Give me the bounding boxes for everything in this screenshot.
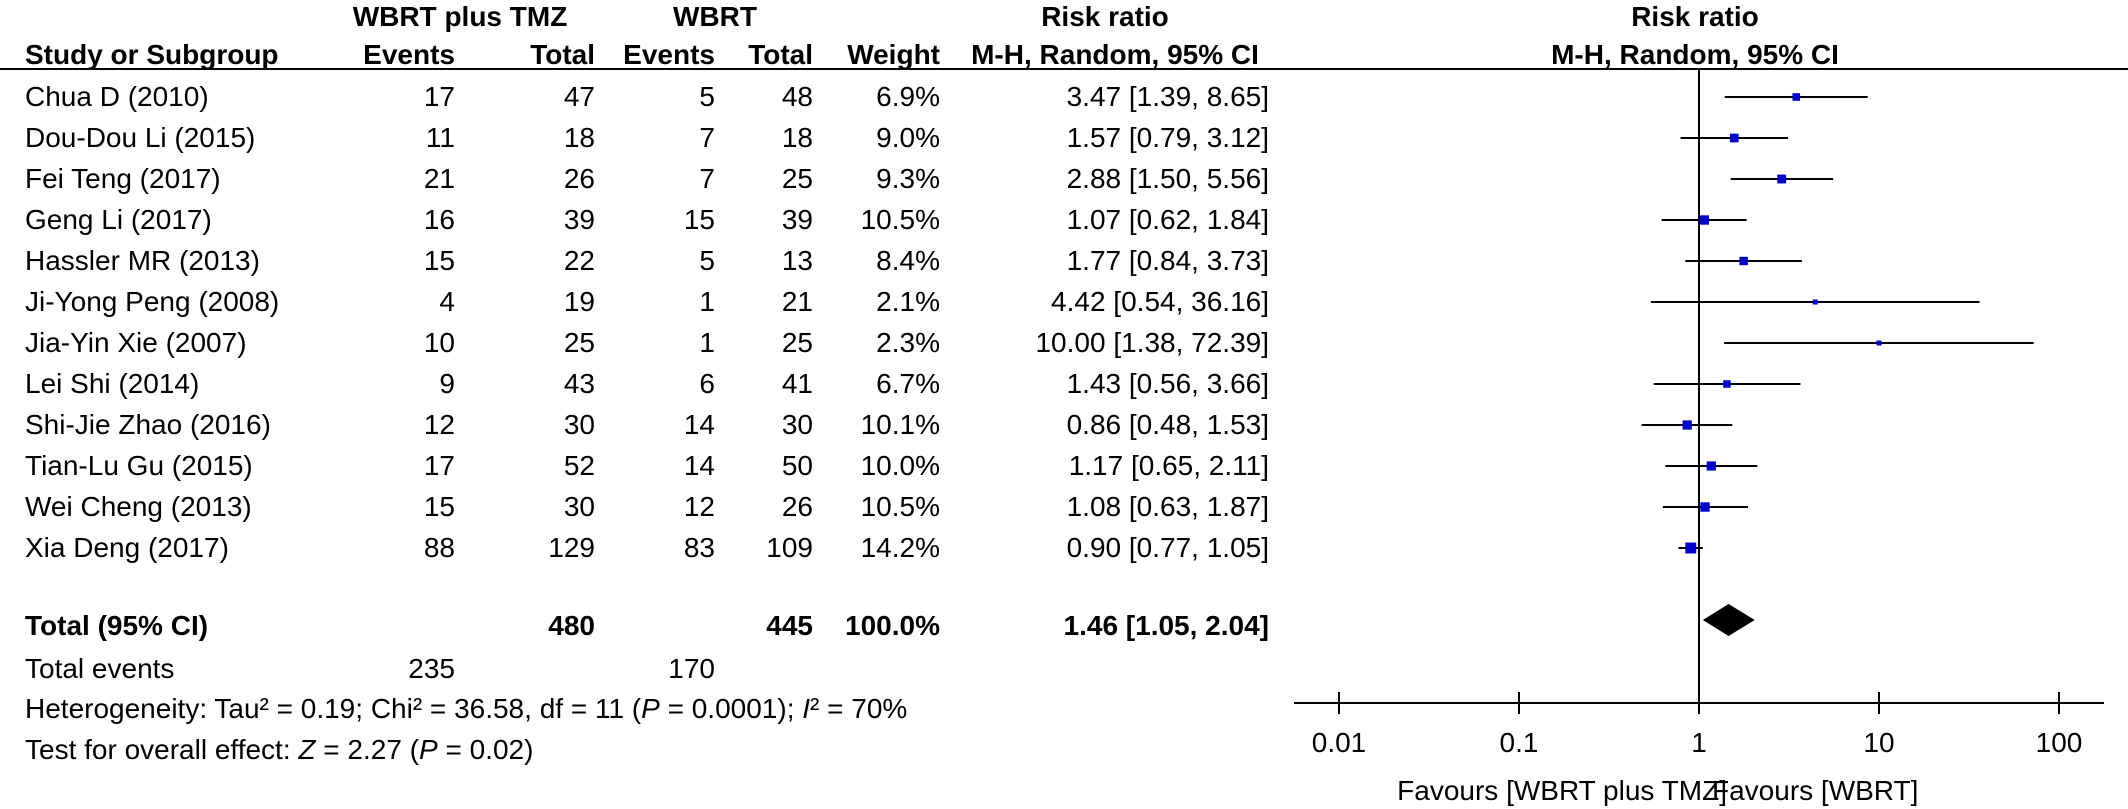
total2-cell: 39 [781,204,813,235]
weight-cell: 6.9% [876,81,940,112]
study-name: Wei Cheng (2013) [25,491,252,522]
events1-cell: 15 [423,245,455,276]
total2-cell: 109 [766,532,813,563]
weight-cell: 14.2% [860,532,940,563]
total1-cell: 52 [563,450,595,481]
total2-cell: 48 [781,81,813,112]
total1-cell: 43 [563,368,595,399]
tick-label-10: 10 [1863,727,1895,758]
weight-header: Weight [847,39,940,70]
weight-cell: 6.7% [876,368,940,399]
total1-cell: 47 [563,81,595,112]
effect-marker [1683,420,1692,429]
effect-marker [1739,257,1747,265]
weight-cell: 10.5% [860,204,940,235]
total1-cell: 22 [563,245,595,276]
events2-cell: 7 [699,122,715,153]
total2-cell: 18 [781,122,813,153]
events1-cell: 17 [423,450,455,481]
study-name: Geng Li (2017) [25,204,212,235]
weight-cell: 10.1% [860,409,940,440]
study-name: Xia Deng (2017) [25,532,229,563]
events2-cell: 15 [683,204,715,235]
weight-cell: 8.4% [876,245,940,276]
total2-cell: 21 [781,286,813,317]
events1-cell: 21 [423,163,455,194]
ci-cell: 1.08 [0.63, 1.87] [1066,491,1269,522]
study-name: Chua D (2010) [25,81,209,112]
events2-header: Events [623,39,715,70]
effect-marker [1877,341,1882,346]
total1-cell: 30 [563,409,595,440]
weight-cell: 2.1% [876,286,940,317]
total2-cell: 50 [781,450,813,481]
effect-marker [1777,175,1786,184]
events1-cell: 17 [423,81,455,112]
study-name: Shi-Jie Zhao (2016) [25,409,271,440]
events1-cell: 16 [423,204,455,235]
effect-marker [1792,93,1800,101]
total2-sum: 445 [766,610,813,641]
total-label: Total (95% CI) [25,610,209,641]
total1-cell: 30 [563,491,595,522]
total2-cell: 25 [781,163,813,194]
events2-cell: 14 [683,450,715,481]
total1-cell: 25 [563,327,595,358]
rr-table-header: Risk ratio [1041,1,1169,32]
total2-cell: 41 [781,368,813,399]
ci-cell: 1.57 [0.79, 3.12] [1066,122,1269,153]
events1-cell: 12 [423,409,455,440]
overall-effect-text: Test for overall effect: Z = 2.27 (P = 0.02) [25,734,534,765]
events2-cell: 5 [699,245,715,276]
total1-cell: 26 [563,163,595,194]
effect-marker [1813,300,1818,305]
ci-cell: 0.86 [0.48, 1.53] [1066,409,1269,440]
events2-cell: 1 [699,327,715,358]
total2-cell: 26 [781,491,813,522]
effect-marker [1707,461,1716,470]
total1-header: Total [530,39,595,70]
weight-cell: 2.3% [876,327,940,358]
ci-cell: 1.07 [0.62, 1.84] [1066,204,1269,235]
events2-cell: 1 [699,286,715,317]
total2-cell: 30 [781,409,813,440]
study-name: Dou-Dou Li (2015) [25,122,256,153]
study-name: Lei Shi (2014) [25,368,200,399]
group1-header: WBRT plus TMZ [352,1,568,32]
tick-label-0.01: 0.01 [1311,727,1367,758]
events2-cell: 6 [699,368,715,399]
study-name: Jia-Yin Xie (2007) [25,327,247,358]
events2-cell: 14 [683,409,715,440]
total1-cell: 19 [563,286,595,317]
total1-cell: 18 [563,122,595,153]
favours-right-label: Favours [WBRT] [1712,775,1919,806]
events1-cell: 9 [439,368,455,399]
events2-cell: 12 [683,491,715,522]
effect-marker [1700,215,1709,224]
method-table-header: M-H, Random, 95% CI [971,39,1259,70]
total-events-label: Total events [25,653,175,684]
ci-cell: 1.17 [0.65, 2.11] [1068,450,1269,481]
events1-cell: 11 [425,122,455,153]
group2-header: WBRT [673,1,757,32]
total-weight: 100.0% [845,610,940,641]
study-name: Tian-Lu Gu (2015) [25,450,253,481]
weight-cell: 10.0% [860,450,940,481]
weight-cell: 9.3% [876,163,940,194]
effect-marker [1685,543,1696,554]
study-name: Hassler MR (2013) [25,245,260,276]
rr-plot-header: Risk ratio [1631,1,1759,32]
effect-marker [1730,134,1739,143]
tick-label-1: 1 [1691,727,1707,758]
events1-cell: 88 [423,532,455,563]
ci-cell: 1.77 [0.84, 3.73] [1066,245,1269,276]
effect-marker [1723,380,1731,388]
study-column-header: Study or Subgroup [25,39,279,70]
pooled-diamond [1703,604,1755,636]
events1-cell: 10 [423,327,455,358]
events2-cell: 83 [683,532,715,563]
total-events1: 235 [408,653,455,684]
total1-cell: 39 [563,204,595,235]
events2-cell: 5 [699,81,715,112]
heterogeneity-text: Heterogeneity: Tau² = 0.19; Chi² = 36.58, df = 11 (P = 0.0001); I² = 70% [25,693,908,724]
total1-sum: 480 [548,610,595,641]
ci-cell: 3.47 [1.39, 8.65] [1066,81,1269,112]
total-events2: 170 [668,653,715,684]
weight-cell: 10.5% [860,491,940,522]
study-name: Ji-Yong Peng (2008) [25,286,280,317]
ci-cell: 10.00 [1.38, 72.39] [1035,327,1269,358]
ci-cell: 2.88 [1.50, 5.56] [1066,163,1269,194]
ci-cell: 1.43 [0.56, 3.66] [1066,368,1269,399]
weight-cell: 9.0% [876,122,940,153]
total2-cell: 13 [781,245,813,276]
events1-header: Events [363,39,455,70]
tick-label-100: 100 [2035,727,2083,758]
method-plot-header: M-H, Random, 95% CI [1551,39,1839,70]
total-ci: 1.46 [1.05, 2.04] [1063,610,1269,641]
favours-left-label: Favours [WBRT plus TMZ] [1397,775,1727,806]
events2-cell: 7 [699,163,715,194]
tick-label-0.1: 0.1 [1499,727,1539,758]
events1-cell: 4 [439,286,455,317]
ci-cell: 0.90 [0.77, 1.05] [1066,532,1269,563]
total1-cell: 129 [548,532,595,563]
ci-cell: 4.42 [0.54, 36.16] [1051,286,1269,317]
effect-marker [1700,502,1709,511]
events1-cell: 15 [423,491,455,522]
study-name: Fei Teng (2017) [25,163,221,194]
total2-header: Total [748,39,813,70]
total2-cell: 25 [781,327,813,358]
